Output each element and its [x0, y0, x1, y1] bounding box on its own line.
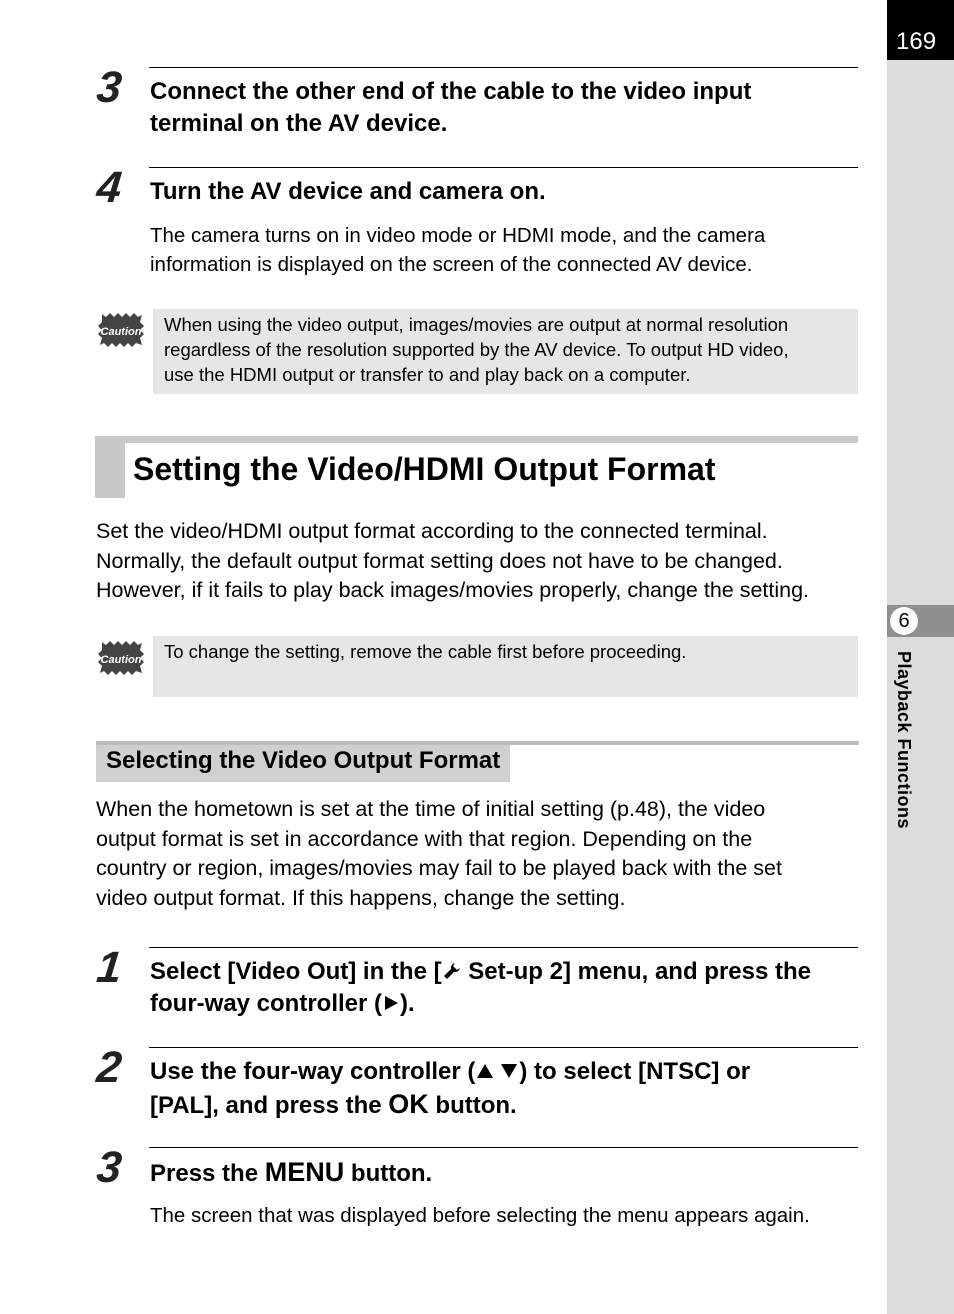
step-number: 3 [94, 1143, 125, 1192]
right-arrow-icon [382, 994, 400, 1012]
chapter-title: Playback Functions [894, 651, 914, 830]
subsection-title: Selecting the Video Output Format [96, 745, 510, 782]
caution-icon-label: Caution [100, 326, 142, 338]
step-body-line: The camera turns on in video mode or HDMI mode, and the camera [150, 224, 766, 247]
paragraph-line: video output format. If this happens, change the setting. [96, 885, 626, 910]
ok-button-glyph: OK [388, 1089, 429, 1119]
step-divider [149, 67, 858, 68]
step-title [150, 1056, 858, 1122]
step-title [150, 956, 858, 1020]
step-divider [149, 1147, 858, 1148]
step-text: [PAL], and press the [150, 1092, 389, 1119]
step-text: ). [400, 990, 415, 1017]
step-number: 2 [94, 1043, 125, 1092]
up-arrow-icon [475, 1062, 495, 1080]
step-divider [149, 1047, 858, 1048]
down-arrow-icon [499, 1062, 519, 1080]
subsection-intro [96, 795, 856, 913]
section-header-rule [95, 436, 858, 443]
caution-line: regardless of the resolution supported by the AV device. To output HD video, [164, 339, 789, 360]
step-text: Select [Video Out] in the [ [150, 958, 442, 985]
step-title-line: terminal on the AV device. [150, 110, 448, 137]
step-text: ) to select [NTSC] or [519, 1058, 751, 1085]
menu-button-glyph: MENU [264, 1157, 345, 1187]
paragraph-line: However, if it fails to play back images/movies properly, change the setting. [96, 578, 810, 602]
paragraph-line: Normally, the default output format setting does not have to be changed. [96, 548, 783, 573]
step-title: Turn the AV device and camera on. [150, 178, 546, 205]
paragraph-line: output format is set in accordance with that region. Depending on the [96, 826, 753, 851]
step-divider [149, 167, 858, 168]
chapter-number: 6 [890, 607, 918, 635]
step-number: 3 [94, 63, 125, 112]
caution-note [153, 636, 858, 697]
caution-icon [98, 312, 144, 348]
caution-line: To change the setting, remove the cable first before proceeding. [164, 641, 687, 662]
step-title [150, 76, 858, 140]
section-header [95, 436, 858, 498]
step-text: button. [344, 1160, 433, 1187]
step-text: Use the four-way controller ( [150, 1058, 476, 1085]
section-intro [96, 517, 862, 606]
step-text: button. [428, 1092, 517, 1119]
step-title-line [150, 1056, 858, 1088]
step-title-line [150, 988, 858, 1020]
caution-icon [98, 640, 144, 676]
page-number-box [887, 0, 954, 60]
paragraph-line: When the hometown is set at the time of initial setting (p.48), the video [96, 797, 766, 821]
caution-note [153, 309, 858, 394]
caution-icon-label: Caution [100, 654, 142, 666]
caution-line: use the HDMI output or transfer to and play back on a computer. [164, 364, 691, 385]
step-body-line: information is displayed on the screen of the connected AV device. [150, 253, 753, 276]
wrench-icon [442, 961, 462, 981]
step-text: four-way controller ( [150, 990, 383, 1017]
step-body: The screen that was displayed before selecting the menu appears again. [150, 1204, 810, 1227]
step-number: 4 [94, 163, 125, 212]
subsection-header [96, 741, 859, 783]
step-body [150, 221, 858, 279]
caution-line: When using the video output, images/movies are output at normal resolution [164, 314, 789, 335]
step-title-line [150, 956, 858, 988]
section-title: Setting the Video/HDMI Output Format [133, 451, 716, 487]
section-header-block [95, 436, 125, 498]
step-text: Set-up 2] menu, and press the [461, 958, 811, 985]
step-title-line [150, 1088, 858, 1122]
step-title-line: Connect the other end of the cable to the video input [150, 78, 752, 105]
page-number: 169 [896, 28, 937, 55]
step-number: 1 [94, 943, 125, 992]
step-divider [149, 947, 858, 948]
paragraph-line: country or region, images/movies may fail to be played back with the set [96, 856, 782, 880]
paragraph-line: Set the video/HDMI output format according to the connected terminal. [96, 519, 768, 543]
step-text: Press the [150, 1160, 265, 1187]
step-title [150, 1156, 858, 1190]
